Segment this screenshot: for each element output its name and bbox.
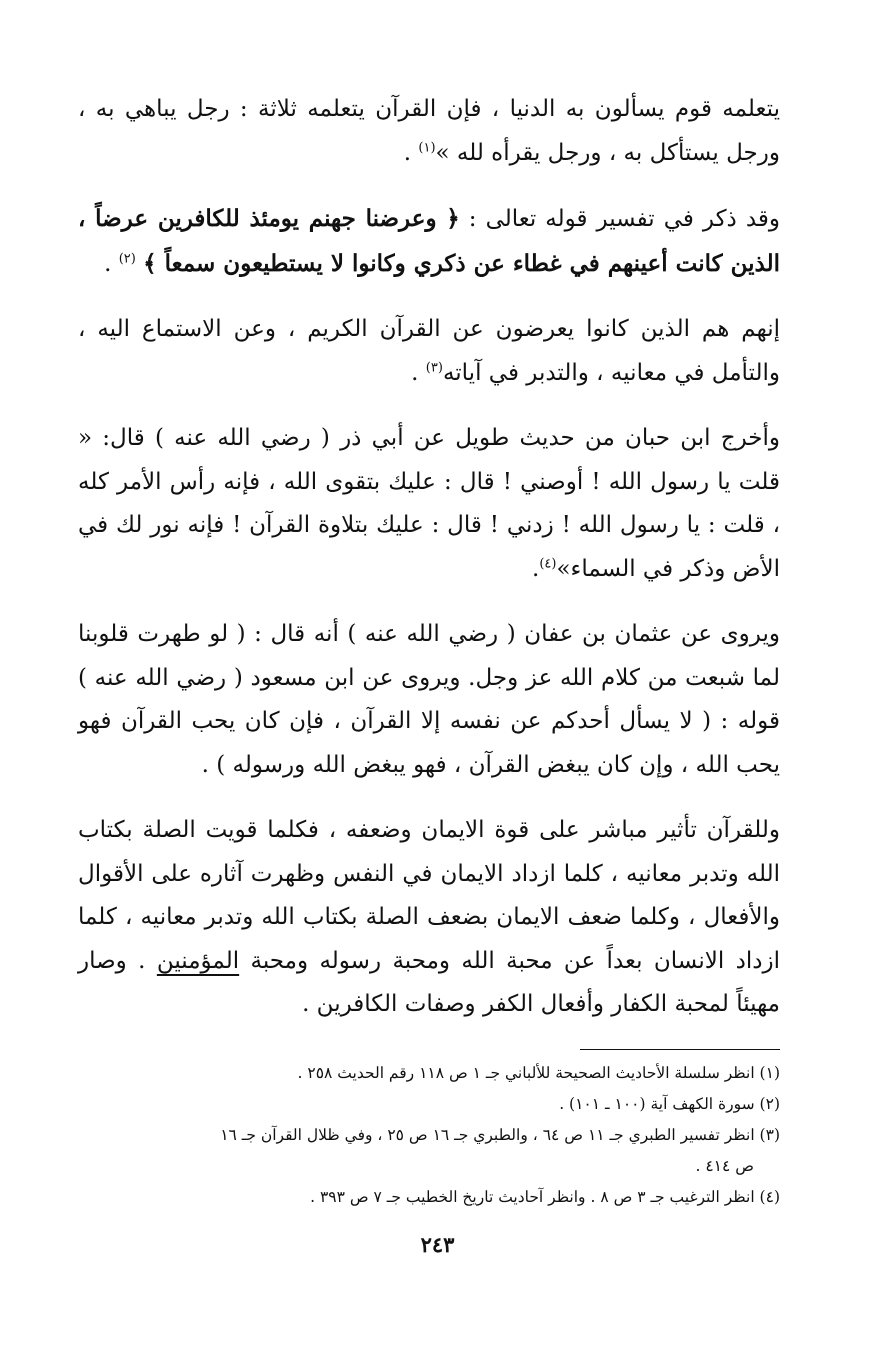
footnote: (٣) انظر تفسير الطبري جـ ١١ ص ٦٤ ، والطبري جـ ١٦ ص ٢٥ ، وفي ظلال القرآن جـ ١٦ xyxy=(220,1125,780,1144)
footnote-marker: (٤) xyxy=(539,555,557,571)
paragraph xyxy=(78,613,780,787)
page-body xyxy=(78,88,780,1213)
footnote-marker: (٢) xyxy=(118,250,136,266)
paragraph xyxy=(78,197,780,286)
paragraph-text: . xyxy=(403,139,419,166)
paragraph-text: . وصار مهيئاً لمحبة الكفار وأفعال الكفر وصفات الكافرين . xyxy=(78,947,780,1017)
footnote-continuation: ص ٤١٤ . xyxy=(695,1156,754,1175)
paragraph-text: ويروى عن عثمان بن عفان ( رضي الله عنه ) أنه قال : ( لو طهرت قلوبنا لما شبعت من كلام الله عز وجل. ويروى عن ابن مسعود ( رضي الله عنه ) قوله : ( لا يسأل أحدكم عن نفسه إلا القرآن ، فإن كان يحب القرآن فهو يحب الله ، وإن كان يبغض القرآن ، فهو يبغض الله ورسوله ) . xyxy=(78,621,780,778)
footnote-marker: (١) xyxy=(418,139,436,155)
paragraph xyxy=(78,88,780,175)
paragraph xyxy=(78,417,780,591)
paragraph-text: . xyxy=(411,359,426,386)
paragraph-text: وقد ذكر في تفسير قوله تعالى : xyxy=(459,206,780,232)
paragraph-text: إنهم هم الذين كانوا يعرضون عن القرآن الكريم ، وعن الاستماع اليه ، والتأمل في معانيه ، والتدبر في آياته xyxy=(78,316,780,386)
footnote-marker: (٣) xyxy=(425,359,443,375)
footnote: (١) انظر سلسلة الأحاديث الصحيحة للألباني جـ ١ ص ١١٨ رقم الحديث ٢٥٨ . xyxy=(297,1063,780,1082)
paragraph-text: يتعلمه قوم يسألون به الدنيا ، فإن القرآن يتعلمه ثلاثة : رجل يباهي به ، ورجل يستأكل به ، ورجل يقرأه لله » xyxy=(78,96,780,166)
quran-quote: ﴿ وعرضنا جهنم يومئذ للكافرين عرضاً ، الذين كانت أعينهم في غطاء عن ذكري وكانوا لا يستطيعون سمعاً ﴾ xyxy=(78,205,780,277)
footnote: (٤) انظر الترغيب جـ ٣ ص ٨ . وانظر آحاديث تاريخ الخطيب جـ ٧ ص ٣٩٣ . xyxy=(310,1187,780,1206)
page-number: ٢٤٣ xyxy=(420,1232,455,1257)
footnote: (٢) سورة الكهف آية (١٠٠ ـ ١٠١) . xyxy=(559,1094,780,1113)
paragraph xyxy=(78,308,780,395)
paragraph xyxy=(78,809,780,1027)
paragraph-text: المؤمنين xyxy=(156,947,240,974)
paragraph-text: . xyxy=(104,250,119,277)
paragraph-text: وللقرآن تأثير مباشر على قوة الايمان وضعفه ، فكلما قويت الصلة بكتاب الله وتدبر معانيه ، كلما ازداد الايمان في النفس وظهرت آثاره على الأقوال والأفعال ، وكلما ضعف الايمان بضعف الصلة بكتاب الله وتدبر معانيه ، كلما ازداد الانسان بعداً عن محبة الله ومحبة رسوله ومحبة xyxy=(78,817,780,974)
paragraph-text: وأخرج ابن حبان من حديث طويل عن أبي ذر ( رضي الله عنه ) قال: « قلت يا رسول الله ! أوصني ! قال : عليك بتقوى الله ، فإنه رأس الأمر كله ، قلت : يا رسول الله ! زدني ! قال : عليك بتلاوة القرآن ! فإنه نور لك في الأض وذكر في السماء» xyxy=(78,425,780,582)
footnotes xyxy=(78,1058,780,1213)
footnote-divider xyxy=(580,1049,780,1050)
main-text xyxy=(78,88,780,1027)
paragraph-text: . xyxy=(532,555,540,582)
